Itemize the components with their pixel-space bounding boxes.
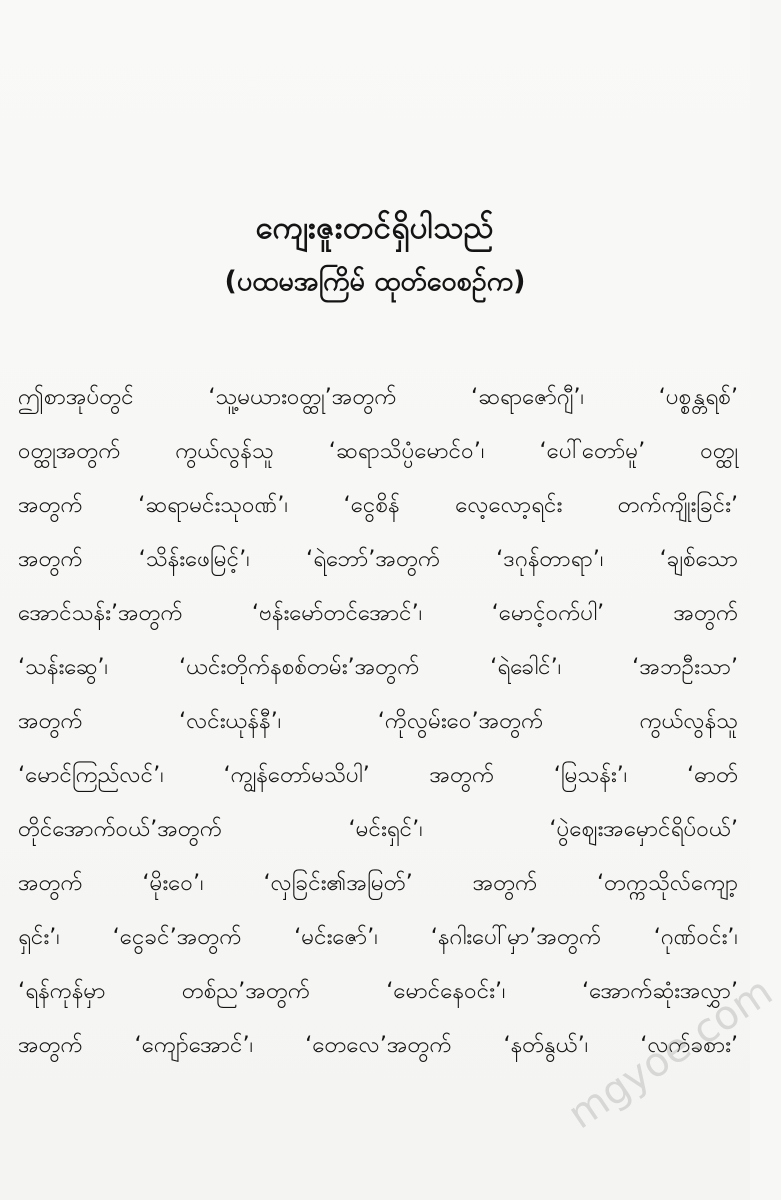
- body-paragraph: [18, 370, 738, 1072]
- text-line: ရှင်း’၊ ‘ငွေခင်’အတွက် ‘မင်းဇော်’၊ ‘နဂါးပေါ်မှာ’အတွက် ‘ဂုဏ်ဝင်း’၊: [18, 924, 738, 950]
- text-line: ဝတ္ထုအတွက် ကွယ်လွန်သူ ‘ဆရာသိပ္ပံမောင်ဝ’၊ ‘ပေါ်တော်မူ’ ဝတ္ထု: [18, 438, 738, 464]
- text-line: အတွက် ‘ကျော်အောင်’၊ ‘တေလေ’အတွက် ‘နတ်နွယ်’၊ ‘လက်ခစား’: [18, 1032, 738, 1058]
- text-line: အတွက် ‘သိန်းဖေမြင့်’၊ ‘ရဲဘော်’အတွက် ‘ဒဂုန်တာရာ’၊ ‘ချစ်သော: [18, 546, 738, 572]
- text-line: တိုင်အောက်ဝယ်’အတွက် ‘မင်းရှင်’၊ ‘ပွဲဈေးအမှောင်ရိပ်ဝယ်’: [18, 816, 738, 842]
- text-line: အတွက် ‘လင်းယုန်နီ’၊ ‘ကိုလွမ်းဝေ’အတွက် ကွယ်လွန်သူ: [18, 708, 738, 734]
- text-line: ‘သန်းဆွေ’၊ ‘ယင်းတိုက်နစစ်တမ်း’အတွက် ‘ရဲခေါင်’၊ ‘အဘဦးသာ’: [18, 654, 738, 680]
- page-title: ကျေးဇူးတင်ရှိပါသည်: [255, 210, 495, 246]
- text-line: အောင်သန်း’အတွက် ‘ဗန်းမော်တင်အောင်’၊ ‘မောင့်ဝက်ပါ’ အတွက်: [18, 600, 738, 626]
- page-subtitle: (ပထမအကြိမ် ထုတ်ဝေစဉ်က): [224, 266, 526, 297]
- text-line: အတွက် ‘မိုးဝေ’၊ ‘လှခြင်း၏အမြတ်’ အတွက် ‘တက္ကသိုလ်ကျော့: [18, 870, 738, 896]
- text-line: ‘ရန်ကုန်မှာ တစ်ည’အတွက် ‘မောင်နေဝင်း’၊ ‘အောက်ဆုံးအလွှာ’: [18, 978, 738, 1004]
- watermark: mgyoe.com: [560, 968, 781, 1139]
- text-line: ဤစာအုပ်တွင် ‘သူ့မယားဝတ္ထု’အတွက် ‘ဆရာဇော်ဂျီ’၊ ‘ပစ္စန္တရစ်’: [18, 384, 738, 410]
- text-line: ‘မောင်ကြည်လင်’၊ ‘ကျွန်တော်မသိပါ’ အတွက် ‘မြသန်း’၊ ‘ဓာတ်: [18, 762, 738, 788]
- text-line: အတွက် ‘ဆရာမင်းသုဝဏ်’၊ ‘ငွေစိန် လေ့လော့ရင်း တက်ကျိုးခြင်း’: [18, 492, 738, 518]
